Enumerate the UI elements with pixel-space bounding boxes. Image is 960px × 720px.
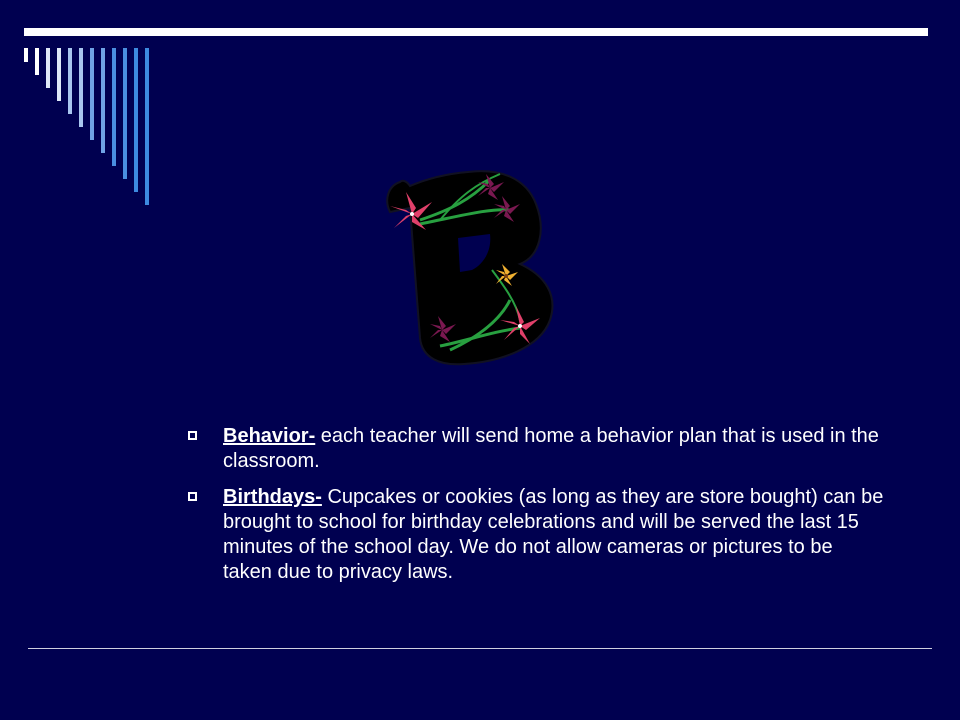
decorative-bar — [123, 48, 127, 179]
bullet-text: each teacher will send home a behavior plan that is used in the classroom. — [223, 425, 879, 472]
decorative-bar — [57, 48, 61, 101]
bullet-list — [186, 424, 886, 596]
bottom-rule — [28, 648, 932, 649]
decorative-bar — [46, 48, 50, 88]
bullet-term: Birthdays- — [223, 486, 322, 508]
decorative-bar — [35, 48, 39, 75]
decorative-bars — [24, 36, 164, 196]
bullet-behavior — [186, 424, 886, 474]
hollow-square-bullet-icon — [188, 431, 197, 440]
letter-b-monogram-icon — [380, 160, 560, 370]
decorative-bar — [68, 48, 72, 114]
bullet-term: Behavior- — [223, 425, 316, 447]
decorative-bar — [90, 48, 94, 140]
decorative-bar — [79, 48, 83, 127]
bullet-text: Cupcakes or cookies (as long as they are store bought) can be brought to school for birthday celebrations and will be served the last 15 minutes of the school day. We do not allow cameras or pictures to be taken due to privacy laws. — [223, 486, 884, 583]
decorative-bar — [101, 48, 105, 153]
top-rule — [24, 28, 928, 36]
decorative-bar — [24, 48, 28, 62]
decorative-bar — [145, 48, 149, 205]
decorative-bar — [112, 48, 116, 166]
decorative-bar — [134, 48, 138, 192]
bullet-birthdays — [186, 485, 886, 585]
hollow-square-bullet-icon — [188, 492, 197, 501]
